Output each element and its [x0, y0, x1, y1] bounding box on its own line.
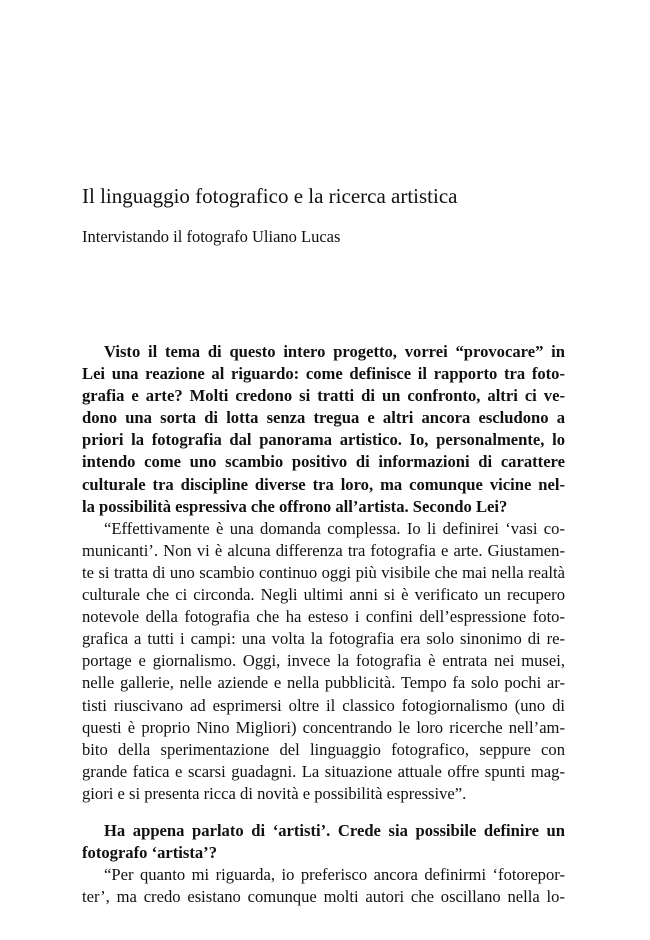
text-line: ter’, ma credo esistano comunque molti autori che oscillano nella lo- — [82, 887, 565, 907]
text-line: intendo come uno scambio positivo di informazioni di carattere — [82, 452, 565, 472]
text-line: nelle gallerie, nelle aziende e nella pubblicità. Tempo fa solo pochi ar- — [82, 673, 565, 693]
chapter-title: Il linguaggio fotografico e la ricerca artistica — [82, 184, 458, 208]
answer-paragraph — [82, 864, 565, 908]
text-line: grafica a tutti i campi: una volta la fotografia era solo sinonimo di re- — [82, 629, 565, 649]
question-paragraph — [82, 820, 565, 864]
text-line: priori la fotografia dal panorama artistico. Io, personalmente, lo — [82, 430, 565, 450]
text-line: bito della sperimentazione del linguaggio fotografico, seppure con — [82, 739, 565, 759]
answer-paragraph — [82, 518, 565, 805]
text-line: la possibilità espressiva che offrono all’artista. Secondo Lei? — [82, 496, 508, 516]
text-line: Ha appena parlato di ‘artisti’. Crede sia possibile definire un — [104, 820, 565, 840]
text-line: notevole della fotografia che ha esteso i confini dell’espressione foto- — [82, 607, 565, 627]
paragraph-gap — [82, 805, 565, 820]
chapter-subtitle: Intervistando il fotografo Uliano Lucas — [82, 227, 341, 246]
text-line: grafia e arte? Molti credono si tratti di un confronto, altri ci ve- — [82, 386, 565, 406]
text-line: fotografo ‘artista’? — [82, 843, 218, 863]
text-line: tisti riuscivano ad esprimersi oltre il classico fotogiornalismo (uno di — [82, 695, 565, 715]
text-line: Visto il tema di questo intero progetto, vorrei “provocare” in — [104, 342, 565, 361]
text-line: “Effettivamente è una domanda complessa. Io li definirei ‘vasi co- — [104, 518, 565, 538]
text-line: dono una sorta di lotta senza tregua e altri ancora escludono a — [82, 408, 565, 428]
text-line: portage e giornalismo. Oggi, invece la fotografia è entrata nei musei, — [82, 651, 565, 671]
text-line: culturale tra discipline diverse tra loro, ma comunque vicine nel- — [82, 474, 565, 494]
text-line: municanti’. Non vi è alcuna differenza tra fotografia e arte. Giustamen- — [82, 540, 565, 560]
text-line: culturale che ci circonda. Negli ultimi anni si è verificato un recupero — [82, 585, 565, 605]
question-paragraph — [82, 341, 565, 518]
interview-body — [82, 341, 565, 908]
text-line: grande fatica e scarsi guadagni. La situazione attuale offre spunti mag- — [82, 761, 565, 781]
text-line: te si tratta di uno scambio continuo oggi più visibile che mai nella realtà — [82, 562, 565, 582]
text-line: “Per quanto mi riguarda, io preferisco ancora definirmi ‘fotorepor- — [104, 865, 565, 885]
text-line: Lei una reazione al riguardo: come definisce il rapporto tra foto- — [82, 364, 565, 384]
text-line: questi è proprio Nino Migliori) concentrando le loro ricerche nell’am- — [82, 717, 565, 737]
text-line: giori e si presenta ricca di novità e possibilità espressive”. — [82, 783, 467, 803]
